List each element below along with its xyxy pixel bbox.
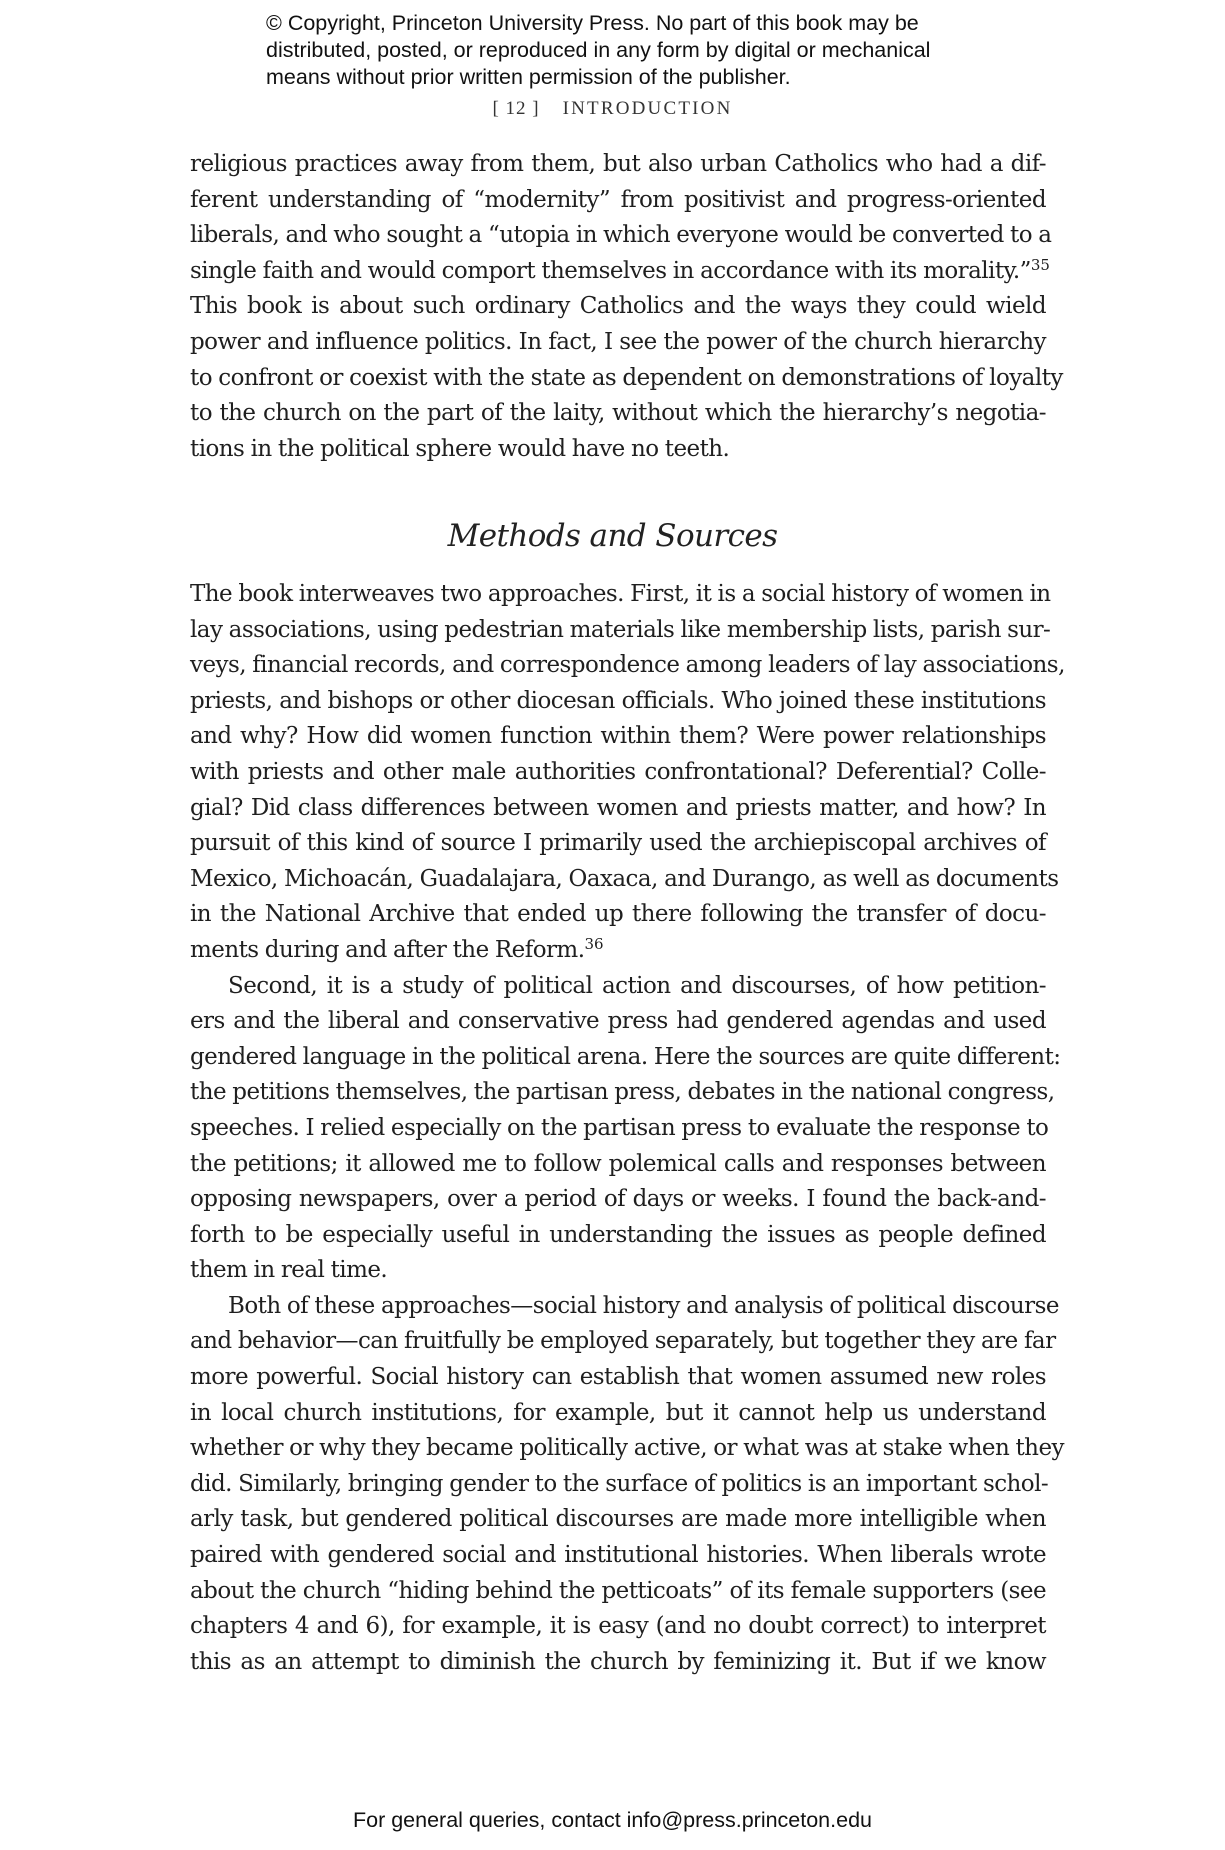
text-line: This book is about such ordinary Catholics and the ways they could wield bbox=[190, 293, 1046, 320]
methods-section bbox=[190, 577, 1065, 1680]
text-line: forth to be especially useful in understanding the issues as people defined bbox=[190, 1221, 1046, 1248]
text-line: the petitions; it allowed me to follow polemical calls and responses between bbox=[190, 1150, 1046, 1177]
text-line: lay associations, using pedestrian materials like membership lists, parish sur- bbox=[190, 616, 1051, 643]
text-line: gial? Did class differences between women and priests matter, and how? In bbox=[190, 794, 1046, 821]
text-line: liberals, and who sought a “utopia in which everyone would be converted to a bbox=[190, 222, 1052, 249]
text-line: chapters 4 and 6), for example, it is easy (and no doubt correct) to interpret bbox=[190, 1613, 1046, 1640]
copyright-line: distributed, posted, or reproduced in any form by digital or mechanical bbox=[266, 38, 931, 62]
text-line: with priests and other male authorities confrontational? Deferential? Colle- bbox=[190, 758, 1046, 785]
page-number: [ 12 ] bbox=[492, 98, 540, 119]
text-line: religious practices away from them, but also urban Catholics who had a dif- bbox=[190, 151, 1046, 177]
running-head bbox=[0, 98, 1225, 120]
copyright-line: © Copyright, Princeton University Press. No part of this book may be bbox=[266, 11, 919, 35]
copyright-notice bbox=[266, 10, 986, 91]
text-line: and behavior—can fruitfully be employed separately, but together they are far bbox=[190, 1328, 1056, 1355]
text-line: paired with gendered social and institutional histories. When liberals wrote bbox=[190, 1542, 1046, 1569]
opening-paragraph bbox=[190, 147, 1063, 467]
text-line: priests, and bishops or other diocesan officials. Who joined these institutions bbox=[190, 687, 1046, 714]
text-line: to the church on the part of the laity, without which the hierarchy’s negotia- bbox=[190, 400, 1046, 427]
running-title: INTRODUCTION bbox=[562, 98, 733, 119]
text-line: this as an attempt to diminish the church by feminizing it. But if we know bbox=[190, 1648, 1046, 1675]
text-line: about the church “hiding behind the petticoats” of its female supporters (see bbox=[190, 1577, 1046, 1604]
text-line: in local church institutions, for example, but it cannot help us understand bbox=[190, 1399, 1046, 1426]
text-line: speeches. I relied especially on the partisan press to evaluate the response to bbox=[190, 1114, 1049, 1141]
text-line bbox=[190, 933, 1046, 969]
text-line bbox=[190, 254, 1050, 290]
text-line: to confront or coexist with the state as dependent on demonstrations of loyalty bbox=[190, 364, 1063, 391]
text-line: Mexico, Michoacán, Guadalajara, Oaxaca, and Durango, as well as documents bbox=[190, 865, 1059, 892]
section-heading: Methods and Sources bbox=[447, 518, 778, 554]
text-line: did. Similarly, bringing gender to the surface of politics is an important schol- bbox=[190, 1470, 1049, 1497]
text-line: Both of these approaches—social history and analysis of political discourse bbox=[228, 1292, 1059, 1319]
text-line: arly task, but gendered political discourses are made more intelligible when bbox=[190, 1506, 1046, 1533]
text-segment: ments during and after the Reform. bbox=[190, 936, 585, 963]
text-line: ferent understanding of “modernity” from positivist and progress-oriented bbox=[190, 186, 1046, 213]
text-line: in the National Archive that ended up there following the transfer of docu- bbox=[190, 901, 1046, 928]
text-line: the petitions themselves, the partisan press, debates in the national congress, bbox=[190, 1079, 1055, 1106]
text-line: more powerful. Social history can establish that women assumed new roles bbox=[190, 1364, 1046, 1391]
text-line: tions in the political sphere would have no teeth. bbox=[190, 435, 730, 462]
text-line: opposing newspapers, over a period of days or weeks. I found the back-and- bbox=[190, 1186, 1046, 1213]
copyright-line: means without prior written permission of the publisher. bbox=[266, 65, 791, 89]
footnote-ref-35: 35 bbox=[1030, 255, 1050, 274]
text-line: power and influence politics. In fact, I see the power of the church hierarchy bbox=[190, 328, 1046, 355]
text-line: Second, it is a study of political action and discourses, of how petition- bbox=[228, 972, 1046, 999]
text-line: ers and the liberal and conservative press had gendered agendas and used bbox=[190, 1008, 1046, 1035]
text-line: The book interweaves two approaches. First, it is a social history of women in bbox=[190, 581, 1051, 607]
text-line: veys, financial records, and correspondence among leaders of lay associations, bbox=[190, 652, 1065, 679]
text-segment: single faith and would comport themselves in accordance with its morality.” bbox=[190, 257, 1031, 284]
text-line: and why? How did women function within them? Were power relationships bbox=[190, 723, 1046, 750]
text-line: gendered language in the political arena. Here the sources are quite different: bbox=[190, 1043, 1061, 1070]
text-line: whether or why they became politically active, or what was at stake when they bbox=[190, 1435, 1064, 1462]
footnote-ref-36: 36 bbox=[584, 934, 604, 953]
text-line: pursuit of this kind of source I primarily used the archiepiscopal archives of bbox=[190, 830, 1046, 857]
text-line: them in real time. bbox=[190, 1257, 388, 1284]
footer-contact: For general queries, contact info@press.princeton.edu bbox=[352, 1808, 872, 1832]
